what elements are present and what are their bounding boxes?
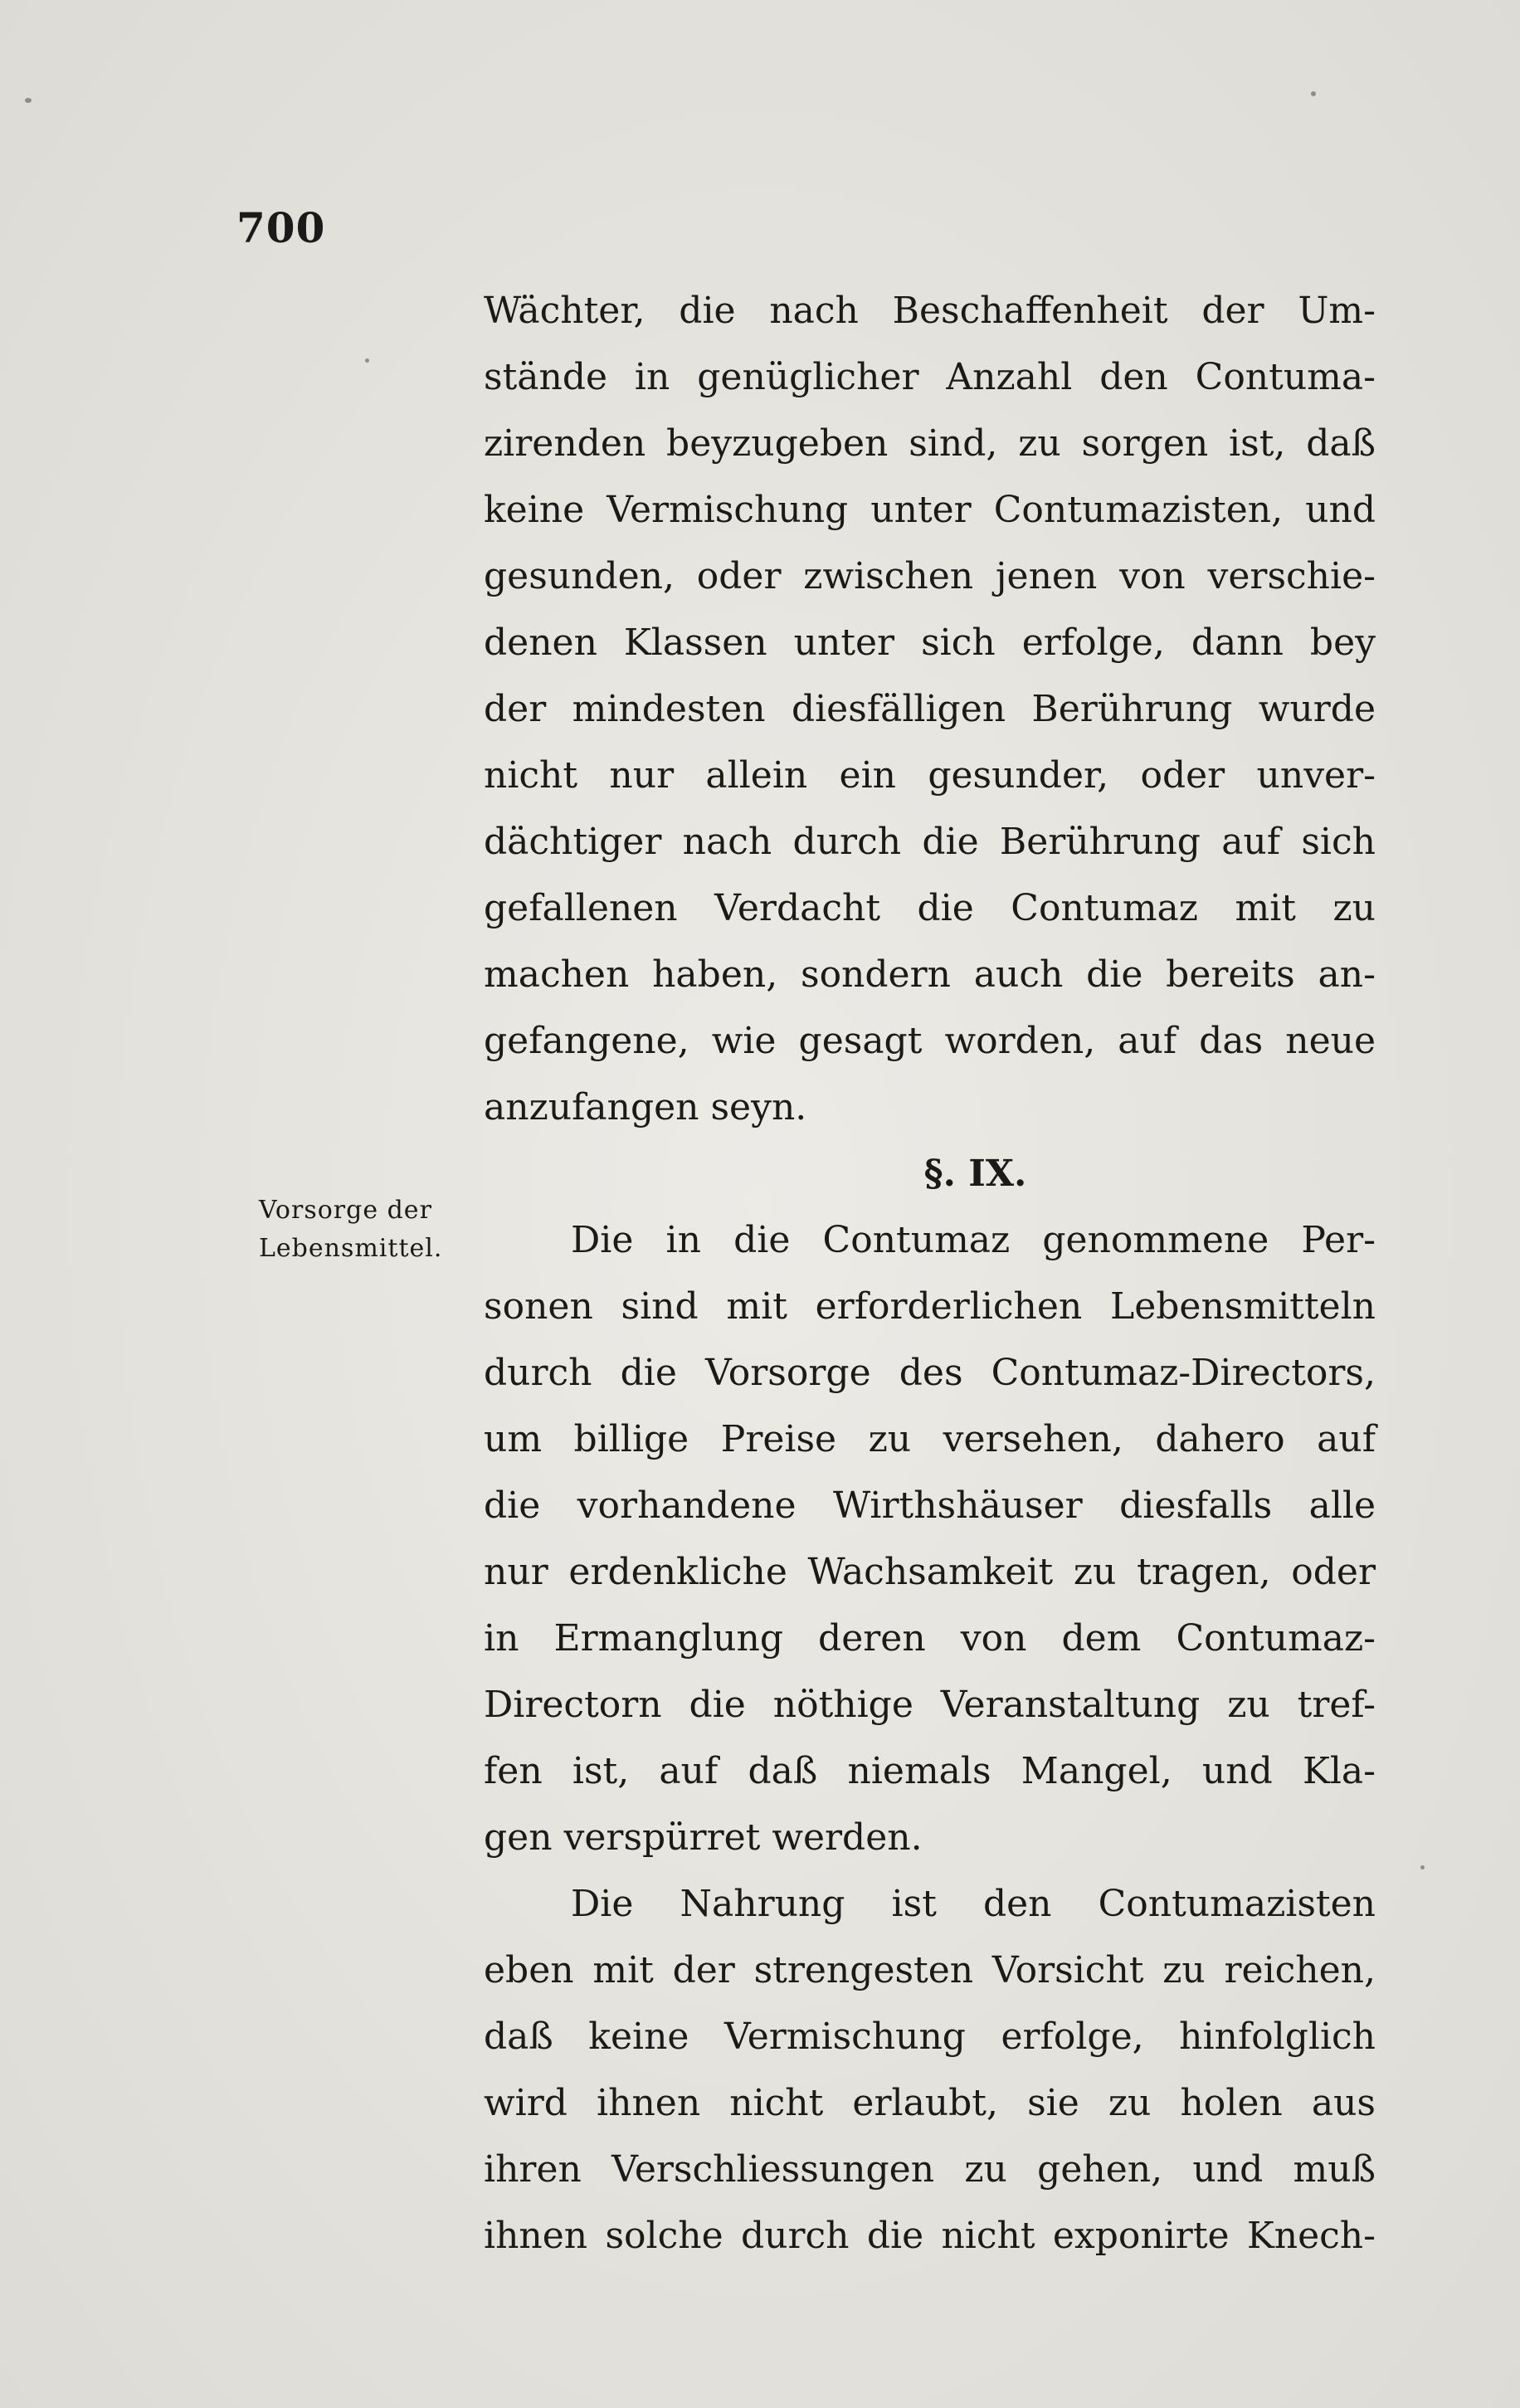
text-line: die vorhandene Wirthshäuser diesfalls alle (484, 1484, 1376, 1527)
margin-note-line: Lebensmittel. (259, 1234, 443, 1263)
text-line: dächtiger nach durch die Berührung auf sich (484, 821, 1376, 863)
text-line: sonen sind mit erforderlichen Lebensmitteln (484, 1285, 1376, 1328)
text-line: durch die Vorsorge des Contumaz-Directors, (484, 1352, 1376, 1394)
text-line: daß keine Vermischung erfolge, hinfolglich (484, 2016, 1376, 2058)
paper-speck (1420, 1865, 1425, 1869)
page-number: 700 (236, 203, 326, 252)
text-line: keine Vermischung unter Contumazisten, und (484, 489, 1376, 531)
text-line: Die in die Contumaz genommene Per- (571, 1219, 1376, 1261)
text-line: Wächter, die nach Beschaffenheit der Um- (484, 290, 1376, 332)
text-line: stände in genüglicher Anzahl den Contuma- (484, 356, 1376, 398)
text-line: nicht nur allein ein gesunder, oder unver- (484, 754, 1376, 797)
text-line: gesunden, oder zwischen jenen von verschie- (484, 555, 1376, 597)
text-line: wird ihnen nicht erlaubt, sie zu holen aus (484, 2082, 1376, 2124)
margin-note (259, 1192, 442, 1268)
paper-speck (365, 358, 369, 363)
text-line: um billige Preise zu versehen, dahero auf (484, 1418, 1376, 1460)
paper-speck (1311, 91, 1316, 96)
body-text (484, 278, 1376, 2269)
text-line: gen verspürret werden. (484, 1816, 923, 1859)
text-line: fen ist, auf daß niemals Mangel, und Kla- (484, 1750, 1376, 1792)
paper-speck (25, 98, 32, 103)
text-line: gefangene, wie gesagt worden, auf das neue (484, 1020, 1376, 1062)
text-line: nur erdenkliche Wachsamkeit zu tragen, oder (484, 1551, 1376, 1593)
text-line: Die Nahrung ist den Contumazisten (571, 1883, 1376, 1925)
text-line: eben mit der strengesten Vorsicht zu reichen, (484, 1949, 1376, 1991)
margin-note-line: Vorsorge der (259, 1196, 432, 1225)
text-line: denen Klassen unter sich erfolge, dann bey (484, 621, 1376, 664)
text-line: gefallenen Verdacht die Contumaz mit zu (484, 887, 1376, 929)
text-line: ihren Verschliessungen zu gehen, und muß (484, 2148, 1376, 2191)
text-line: in Ermanglung deren von dem Contumaz- (484, 1617, 1376, 1660)
text-line: der mindesten diesfälligen Berührung wurde (484, 688, 1376, 730)
text-line: zirenden beyzugeben sind, zu sorgen ist, daß (484, 422, 1376, 465)
text-line: ihnen solche durch die nicht exponirte Knech- (484, 2215, 1376, 2257)
text-line: machen haben, sondern auch die bereits an- (484, 953, 1376, 996)
text-line: anzufangen seyn. (484, 1086, 807, 1128)
text-line: Directorn die nöthige Veranstaltung zu tref- (484, 1684, 1376, 1726)
section-heading: §. IX. (923, 1153, 1027, 1195)
